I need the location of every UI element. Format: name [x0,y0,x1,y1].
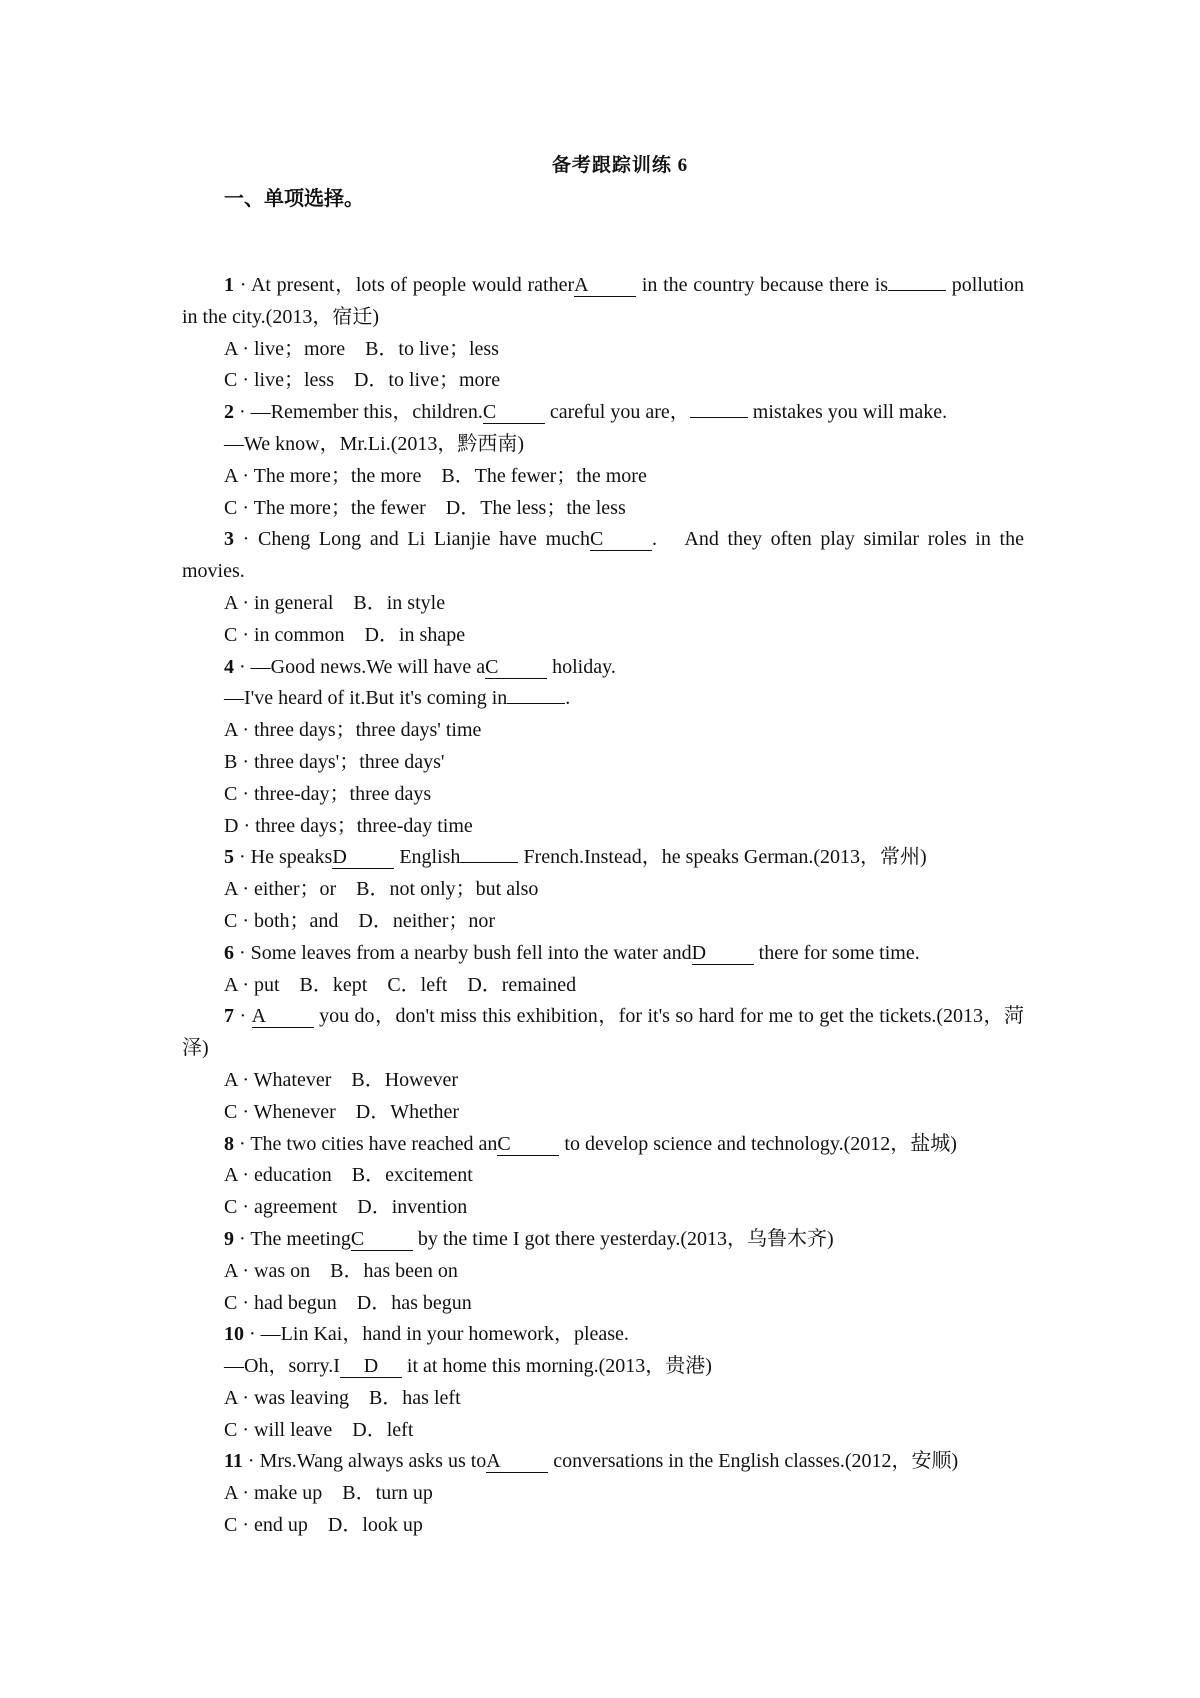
answer-blank: D [332,846,394,869]
option-line: A · education B．excitement [224,1164,473,1187]
question-number: 7 [224,1005,234,1028]
section-heading: 一、单项选择。 [224,188,364,210]
option-line: A · was on B．has been on [224,1259,458,1282]
option-line: A · live；more B．to live；less [224,337,499,360]
option-line: C · The more；the fewer D．The less；the less [224,496,626,519]
question-5: 5 · He speaksD English French.Instead，he speaks German.(2013，常州) [224,846,927,869]
question-text: At present，lots of people would rather [250,274,575,296]
option-line: A · The more；the more B．The fewer；the more [224,464,647,487]
question-9: 9 · The meetingC by the time I got there yesterday.(2013，乌鲁木齐) [224,1227,834,1250]
option-line: C · in common D．in shape [224,623,466,646]
question-number: 10 [224,1323,244,1346]
answer-blank: C [351,1228,413,1251]
question-number: 6 [224,941,234,964]
question-2: 2 · —Remember this，children.C careful you are， mistakes you will make. [224,401,948,424]
answer-blank: C [483,401,545,424]
option-line: B · three days'；three days' [224,750,445,773]
option-line: C · live；less D．to live；more [224,369,501,392]
option-line: C · three-day；three days [224,782,432,805]
answer-blank: C [590,528,652,551]
option-line: D · three days；three-day time [224,814,473,837]
empty-blank [460,862,518,863]
option-line: C · Whenever D．Whether [224,1100,460,1123]
question-8: 8 · The two cities have reached anC to develop science and technology.(2012，盐城) [224,1132,957,1155]
empty-blank [690,417,748,418]
page-title: 备考跟踪训练 6 [551,155,689,176]
question-number: 11 [224,1450,243,1473]
option-line: A · Whatever B．However [224,1068,459,1091]
answer-blank: A [252,1005,314,1028]
question-4: 4 · —Good news.We will have aC holiday. [224,655,616,678]
answer-blank: A [486,1450,548,1473]
empty-blank [507,703,565,704]
option-line: A · three days；three days' time [224,719,482,742]
option-line: C · had begun D．has begun [224,1291,472,1314]
option-line: A · put B．kept C．left D．remained [224,973,577,996]
option-line: A · either；or B．not only；but also [224,878,539,901]
answer-blank: C [485,656,547,679]
question-number: 2 [224,401,234,424]
question-number: 8 [224,1132,234,1155]
dialogue-reply: —I've heard of it.But it's coming in . [224,687,571,710]
question-number: 3 [224,528,234,551]
question-1: 1 · At present，lots of people would ratherA in the country because there is pollution in the city.(2013，宿迁) [182,274,1024,328]
option-line: C · both；and D．neither；nor [224,909,496,932]
option-line: C · end up D．look up [224,1514,423,1537]
question-number: 9 [224,1227,234,1250]
option-line: A · make up B．turn up [224,1482,433,1505]
question-number: 5 [224,846,234,869]
answer-blank: C [497,1133,559,1156]
option-line: A · was leaving B．has left [224,1386,461,1409]
option-line: A · in general B．in style [224,591,446,614]
question-7: 7 · A you do，don't miss this exhibition，for it's so hard for me to get the tickets.(2013，菏泽) [182,1005,1024,1060]
question-11: 11 · Mrs.Wang always asks us toA conversations in the English classes.(2012，安顺) [224,1450,959,1473]
answer-blank: D [692,942,754,965]
answer-blank: D [340,1355,402,1378]
answer-blank: A [574,274,636,297]
question-number: 4 [224,655,234,678]
dialogue-reply: —Oh，sorry.I D it at home this morning.(2013，贵港) [224,1355,712,1378]
option-line: C · agreement D．invention [224,1196,468,1219]
dialogue-reply: —We know，Mr.Li.(2013，黔西南) [224,432,525,455]
question-number: 1 [224,274,234,296]
question-6: 6 · Some leaves from a nearby bush fell into the water andD there for some time. [224,941,920,964]
question-10: 10 · —Lin Kai，hand in your homework，please. [224,1323,629,1346]
option-line: C · will leave D．left [224,1418,414,1441]
empty-blank [888,290,946,291]
question-list [182,270,1024,1542]
question-3: 3 · Cheng Long and Li Lianjie have muchC . And they often play similar roles in the movies. [182,528,1024,583]
